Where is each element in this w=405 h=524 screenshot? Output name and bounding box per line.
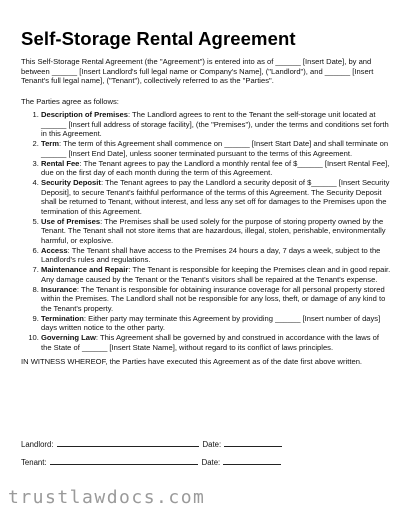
witness-paragraph: IN WITNESS WHEREOF, the Parties have executed this Agreement as of the date first above written.: [21, 357, 363, 367]
document-body: [21, 57, 391, 367]
term-text: : Either party may terminate this Agreement by providing ______ [Insert number of days] days written notice to the other party.: [41, 313, 381, 333]
agree-paragraph: The Parties agree as follows:: [21, 96, 119, 106]
term-text: : This Agreement shall be governed by and construed in accordance with the laws of the State of ______ [Insert State Name], without regard to its conflict of laws principles.: [41, 333, 379, 352]
terms-list: [21, 110, 391, 352]
term-item: [41, 333, 391, 352]
landlord-signature-row: [21, 439, 282, 449]
term-text: : The Tenant agrees to pay the Landlord a monthly rental fee of $______ [Insert Rental Fee], due on the first day of each month during the term of this Agreement.: [41, 158, 390, 178]
term-text: : The Landlord agrees to rent to the Tenant the self-storage unit located at ______ [Insert full address of storage facility], (the "Premises"), under the terms and conditions set forth in this Agreement.: [41, 110, 389, 139]
term-item: [41, 217, 391, 246]
term-title: Security Deposit: [41, 178, 101, 188]
term-item: [41, 178, 391, 216]
term-title: Governing Law: [41, 333, 96, 343]
term-text: : The term of this Agreement shall commence on ______ [Insert Start Date] and shall terminate on ______ [Insert End Date], unless sooner terminated pursuant to the terms of this Agreement.: [41, 139, 389, 158]
term-title: Maintenance and Repair: [41, 265, 129, 275]
tenant-signature-line[interactable]: [50, 457, 198, 465]
term-item: [41, 246, 391, 265]
term-title: Insurance: [41, 284, 77, 294]
term-title: Rental Fee: [41, 158, 80, 168]
term-text: : The Tenant agrees to pay the Landlord a security deposit of $______ [Insert Security Deposit], to secure Tenant's faithful performance of the terms of this Agreement. The Security Deposit shall be returned to Tenant, without interest, and less any set off for damages to the Premises upon the termination of this Agreement.: [41, 178, 390, 216]
tenant-date-line[interactable]: [223, 457, 281, 465]
landlord-date-line[interactable]: [224, 439, 282, 447]
term-item: [41, 139, 391, 158]
term-text: : The Tenant is responsible for keeping the Premises clean and in good repair. Any damage caused by the Tenant or the Tenant's visitors shall be repaired at the Tenant's expense.: [41, 265, 391, 284]
term-item: [41, 265, 391, 284]
term-title: Access: [41, 245, 68, 255]
term-item: [41, 159, 391, 178]
term-item: [41, 314, 391, 333]
tenant-signature-row: [21, 457, 281, 467]
term-text: : The Tenant shall have access to the Premises 24 hours a day, 7 days a week, subject to the Landlord's rules and regulations.: [41, 245, 381, 265]
landlord-signature-line[interactable]: [57, 439, 199, 447]
tenant-label: Tenant:: [21, 458, 47, 467]
landlord-label: Landlord:: [21, 440, 54, 449]
term-item: [41, 110, 391, 139]
term-text: : The Premises shall be used solely for the purpose of storing property owned by the Tenant. The Tenant shall not store items that are hazardous, illegal, stolen, perishable, environmentally harmful, or explosive.: [41, 216, 386, 245]
intro-paragraph: This Self-Storage Rental Agreement (the "Agreement") is entered into as of ______ [Insert Date], by and between ______ [Insert Landlord's full legal name or Company's Name], ("Landlord"), and ______ [Insert Tenant's full legal name], ("Tenant"), collectively referred to as the "Parties".: [21, 57, 374, 86]
landlord-date-label: Date:: [202, 440, 222, 449]
term-title: Term: [41, 139, 60, 149]
term-title: Use of Premises: [41, 216, 101, 226]
term-item: [41, 285, 391, 314]
term-text: : The Tenant is responsible for obtaining insurance coverage for all personal property stored within the Premises. The Landlord shall not be responsible for any loss, theft, or damage of any kind to the Tenant's property.: [41, 284, 386, 313]
document-title: Self-Storage Rental Agreement: [21, 28, 296, 49]
term-title: Termination: [41, 313, 84, 323]
site-watermark: trustlawdocs.com: [8, 487, 206, 508]
term-title: Description of Premises: [41, 110, 128, 120]
tenant-date-label: Date:: [201, 458, 221, 467]
